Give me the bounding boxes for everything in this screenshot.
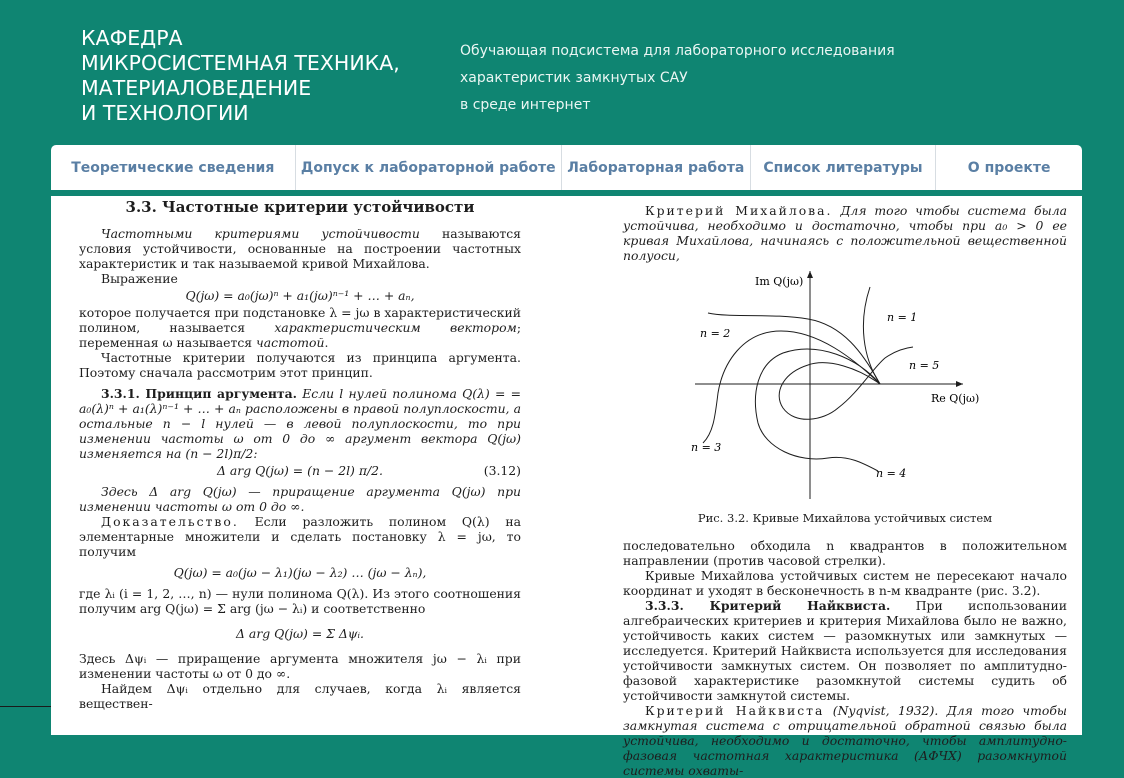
site-subtitle bbox=[460, 38, 895, 119]
label: Доказательство. bbox=[101, 514, 239, 529]
subtitle-line: в среде интернет bbox=[460, 97, 591, 113]
text: При использовании алгебраических критериев и критерия Михайлова было не важно, устойчивость каких систем — разомкнутых или замкнутых — исследуется. Критерий Найквиста используется для исследования устойчивости замкнутых систем. Он позволяет по амплитудно-фазовой характеристике разомкнутой системы судить об устойчивости замкнутой системы. bbox=[623, 598, 1068, 703]
paragraph bbox=[623, 703, 1067, 778]
formula bbox=[79, 463, 521, 478]
subsection-title: 3.3.3. Критерий Найквиста. bbox=[645, 598, 891, 613]
label: Критерий Найквиста bbox=[645, 703, 825, 718]
nav-lab-admission[interactable]: Допуск к лабораторной работе bbox=[296, 145, 562, 190]
curve-label: n = 1 bbox=[887, 311, 918, 324]
text: называются условия устойчивости, основанные на построении частотных характеристик и так называемой кривой Михайлова. bbox=[79, 226, 522, 271]
right-column bbox=[623, 196, 1067, 778]
paragraph: последовательно обходила n квадрантов в положительном направлении (против часовой стрелки). bbox=[623, 538, 1067, 568]
paragraph: Выражение bbox=[101, 271, 178, 286]
x-axis-label: Re Q(jω) bbox=[931, 392, 980, 405]
paragraph: Частотные критерии получаются из принципа аргумента. Поэтому сначала рассмотрим этот принцип. bbox=[79, 350, 521, 380]
text: Если разложить полином Q(λ) на элементарные множители и сделать постановку λ = jω, то получим bbox=[79, 514, 521, 559]
text: (Nyqvist, 1932). Для того чтобы замкнутая система с отрицательной обратной связью была устойчива, необходимо и достаточно, чтобы амплитудно-фазовая частотная характеристика (АФЧХ) разомкнутой системы охваты- bbox=[623, 703, 1068, 778]
text: Для того чтобы система была устойчива, необходимо и достаточно, чтобы при a₀ > 0 ее кривая Михайлова, начинаясь с положительной вещественной полуоси, bbox=[623, 203, 1067, 263]
formula: Q(jω) = a₀(jω)ⁿ + a₁(jω)ⁿ⁻¹ + … + aₙ, bbox=[185, 288, 415, 303]
paragraph bbox=[79, 386, 521, 461]
curve-n3 bbox=[703, 331, 880, 443]
nav-theory[interactable]: Теоретические сведения bbox=[51, 145, 296, 190]
nav-literature[interactable]: Список литературы bbox=[751, 145, 937, 190]
formula: Δ arg Q(jω) = Σ Δψᵢ. bbox=[236, 626, 364, 641]
text: . bbox=[324, 335, 329, 350]
paragraph: где λᵢ (i = 1, 2, …, n) — нули полинома Q(λ). Из этого соотношения получим arg Q(jω) = Σ arg (jω − λᵢ) и соответственно bbox=[79, 586, 521, 616]
paragraph bbox=[79, 305, 521, 350]
paragraph bbox=[79, 514, 521, 559]
curves bbox=[703, 287, 913, 471]
department-title bbox=[81, 26, 400, 126]
subtitle-line: характеристик замкнутых САУ bbox=[460, 70, 688, 86]
left-column bbox=[79, 196, 521, 711]
subtitle-line: Обучающая подсистема для лабораторного исследования bbox=[460, 43, 895, 59]
dept-line: МИКРОСИСТЕМНАЯ ТЕХНИКА, bbox=[81, 51, 400, 75]
section-title: 3.3. Частотные критерии устойчивости bbox=[125, 198, 475, 216]
paragraph: Здесь Δ arg Q(jω) — приращение аргумента Q(jω) при изменении частоты ω от 0 до ∞. bbox=[79, 484, 521, 514]
document-page bbox=[51, 196, 1082, 778]
paragraph bbox=[79, 226, 521, 271]
label: Критерий Михайлова. bbox=[645, 203, 833, 218]
paragraph: Найдем Δψᵢ отдельно для случаев, когда λᵢ является веществен- bbox=[79, 681, 521, 711]
curve-label: n = 3 bbox=[691, 441, 722, 454]
curve-label: n = 2 bbox=[700, 327, 731, 340]
arrow-icon bbox=[956, 381, 963, 387]
dept-line: КАФЕДРА bbox=[81, 26, 183, 50]
term: частотой bbox=[256, 335, 325, 350]
figure-caption: Рис. 3.2. Кривые Михайлова устойчивых систем bbox=[697, 511, 993, 525]
text: Если l нулей полинома Q(λ) = = a₀(λ)ⁿ + a₁(λ)ⁿ⁻¹ + … + aₙ расположены в правой полуплоскости, а остальные n − l нулей — в левой полуплоскости, то при изменении частоты ω от 0 до ∞ аргумент вектора Q(jω) изменяется на (n − 2l)π/2: bbox=[79, 386, 521, 461]
curve-label: n = 5 bbox=[909, 359, 940, 372]
nav-lab-work[interactable]: Лабораторная работа bbox=[562, 145, 751, 190]
term: Частотными критериями устойчивости bbox=[101, 226, 420, 241]
main-nav bbox=[51, 145, 1082, 194]
y-axis-label: Im Q(jω) bbox=[755, 275, 804, 288]
text: которое получается при подстановке λ = jω в характеристический полином, называется bbox=[79, 305, 521, 335]
formula-body: Δ arg Q(jω) = (n − 2l) π/2. bbox=[217, 463, 383, 478]
text: ; переменная ω называется bbox=[79, 320, 521, 350]
dept-line: И ТЕХНОЛОГИИ bbox=[81, 101, 249, 125]
curve-n4 bbox=[755, 349, 880, 471]
paragraph: Кривые Михайлова устойчивых систем не пересекают начало координат и уходят в бесконечность в n-м квадранте (рис. 3.2). bbox=[623, 568, 1067, 598]
curve-label: n = 4 bbox=[876, 467, 907, 480]
term: характеристическим вектором bbox=[274, 320, 517, 335]
formula-number: (3.12) bbox=[483, 463, 521, 478]
paragraph bbox=[623, 203, 1067, 263]
formula: Q(jω) = a₀(jω − λ₁)(jω − λ₂) … (jω − λₙ), bbox=[173, 565, 427, 580]
paragraph: Здесь Δψᵢ — приращение аргумента множителя jω − λᵢ при изменении частоты ω от 0 до ∞. bbox=[79, 651, 521, 681]
nav-about[interactable]: О проекте bbox=[967, 159, 1051, 176]
divider bbox=[0, 706, 51, 707]
mikhailov-curves-figure bbox=[623, 263, 1067, 507]
dept-line: МАТЕРИАЛОВЕДЕНИЕ bbox=[81, 76, 312, 100]
paragraph bbox=[623, 598, 1067, 703]
curve-n2 bbox=[708, 313, 880, 384]
subsection-title: 3.3.1. Принцип аргумента. bbox=[101, 386, 297, 401]
arrow-icon bbox=[807, 271, 813, 278]
